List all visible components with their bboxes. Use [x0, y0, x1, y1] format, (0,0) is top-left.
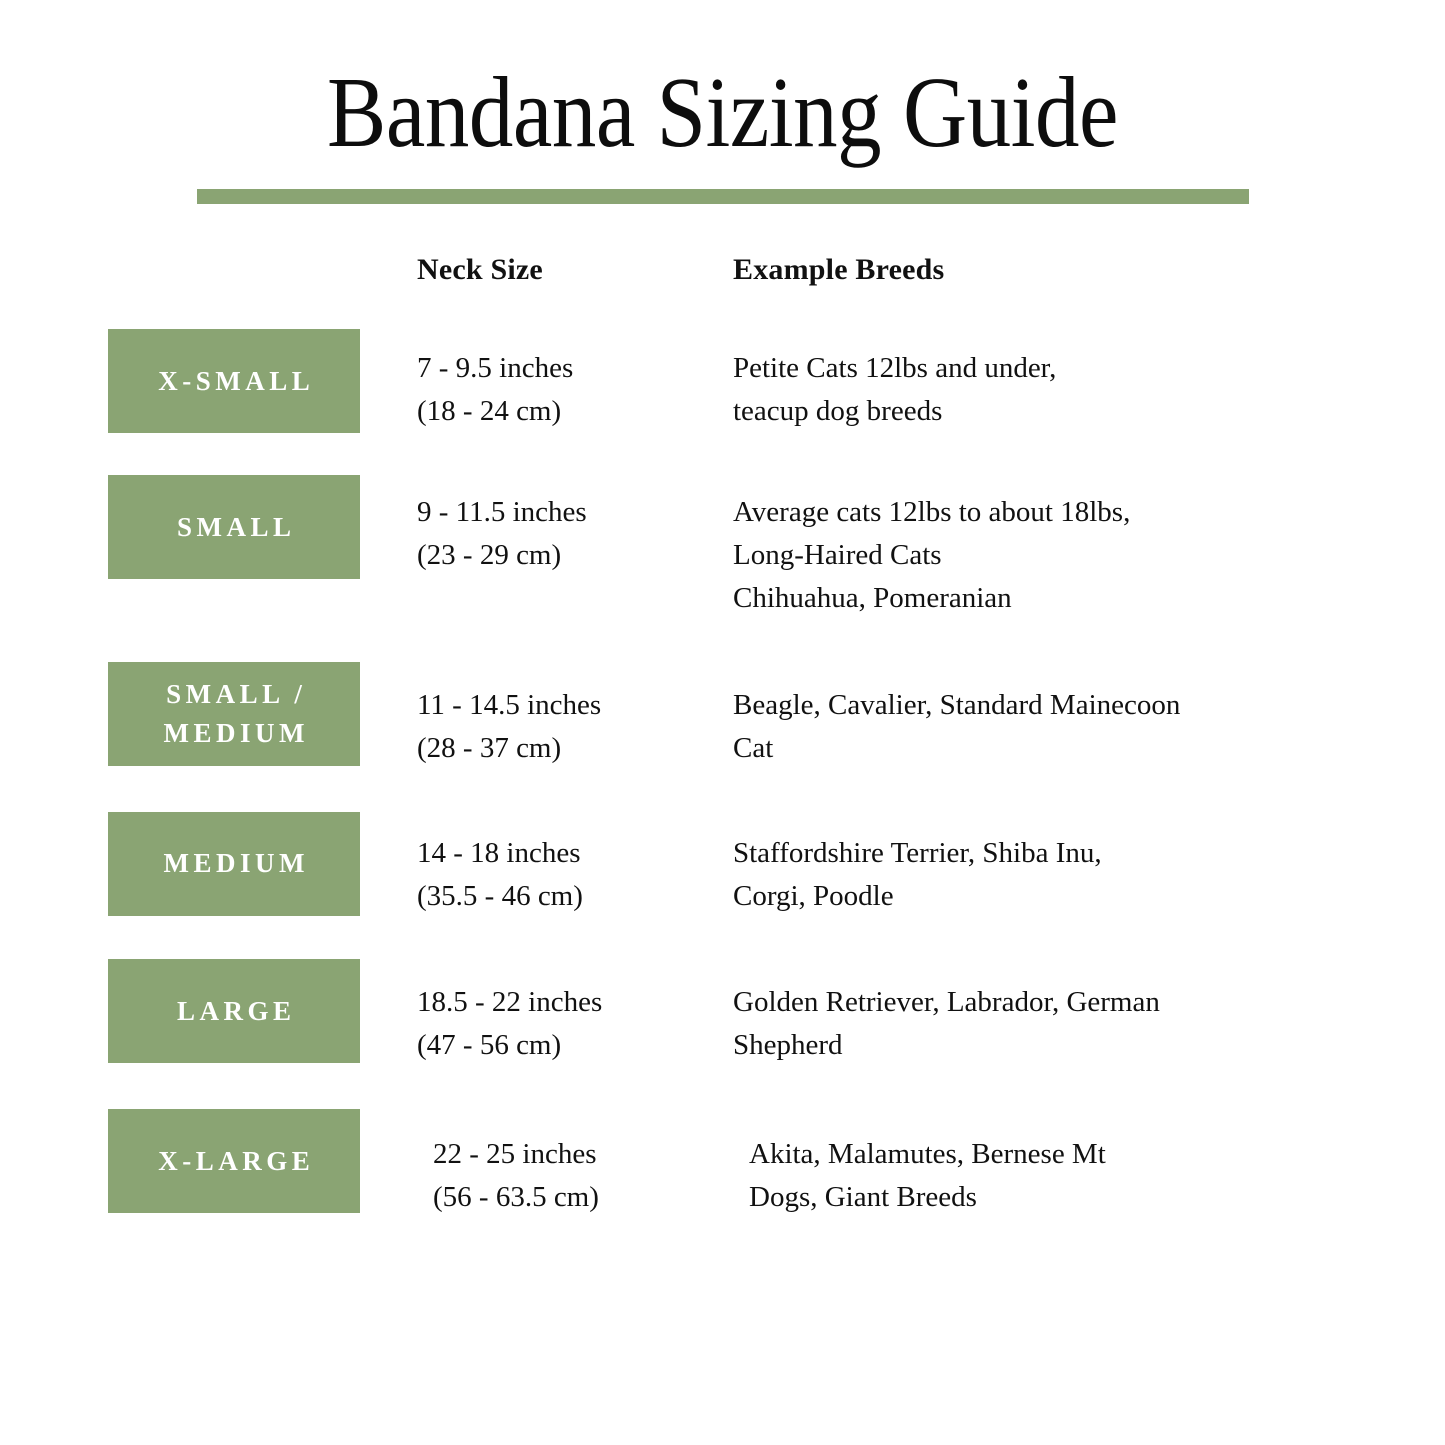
example-breeds-cell: [733, 812, 1385, 918]
table-row: [108, 812, 1385, 918]
sizing-table: [0, 241, 1445, 1219]
neck-size-line: 18.5 - 22 inches: [417, 986, 603, 1019]
example-breeds-line: Golden Retriever, Labrador, German: [733, 986, 1160, 1019]
example-breeds-line: Cat: [733, 731, 774, 764]
neck-size-text: [433, 1133, 749, 1219]
neck-size-line: (28 - 37 cm): [417, 731, 562, 764]
neck-size-column-header: [417, 253, 733, 287]
size-badge-small: [108, 475, 360, 579]
example-breeds-text: [733, 832, 1385, 918]
title-block: [0, 0, 1445, 204]
neck-size-cell: [417, 662, 733, 770]
example-breeds-line: Beagle, Cavalier, Standard Mainecoon: [733, 688, 1181, 721]
example-breeds-line: Staffordshire Terrier, Shiba Inu,: [733, 836, 1102, 869]
page-title: Bandana Sizing Guide: [327, 56, 1118, 168]
neck-size-line: 14 - 18 inches: [417, 836, 581, 869]
size-badge-cell: [108, 662, 417, 766]
example-breeds-line: Average cats 12lbs to about 18lbs,: [733, 496, 1131, 529]
example-breeds-cell: [733, 662, 1385, 770]
neck-size-cell: [417, 812, 733, 918]
size-badge-label-line: X-SMALL: [158, 365, 315, 396]
size-badge-label-line: SMALL /: [166, 679, 307, 710]
table-row: [108, 959, 1385, 1067]
example-breeds-cell: [749, 1109, 1385, 1219]
example-breeds-cell: [733, 475, 1385, 620]
neck-size-line: (56 - 63.5 cm): [433, 1181, 599, 1214]
example-breeds-line: Shepherd: [733, 1029, 843, 1062]
table-row: [108, 1109, 1385, 1219]
size-badge-label-line: MEDIUM: [163, 848, 309, 879]
table-row: [108, 662, 1385, 770]
neck-size-cell: [417, 959, 733, 1067]
example-breeds-cell: [733, 959, 1385, 1067]
neck-size-line: 22 - 25 inches: [433, 1138, 597, 1171]
size-badge-cell: [108, 329, 417, 433]
example-breeds-line: Corgi, Poodle: [733, 879, 894, 912]
neck-size-line: 11 - 14.5 inches: [417, 688, 602, 721]
example-breeds-line: Chihuahua, Pomeranian: [733, 581, 1012, 614]
neck-size-cell: [417, 1109, 749, 1219]
example-breeds-header-label: Example Breeds: [733, 253, 945, 287]
example-breeds-line: Long-Haired Cats: [733, 538, 942, 571]
example-breeds-cell: [733, 329, 1385, 433]
neck-size-text: [417, 832, 733, 918]
size-badge-small-medium: [108, 662, 360, 766]
size-badge-cell: [108, 959, 417, 1063]
example-breeds-text: [733, 684, 1385, 770]
size-badge-label-line: MEDIUM: [163, 717, 309, 748]
neck-size-text: [417, 347, 733, 433]
example-breeds-line: Akita, Malamutes, Bernese Mt: [749, 1138, 1106, 1171]
neck-size-cell: [417, 475, 733, 577]
neck-size-line: (35.5 - 46 cm): [417, 879, 583, 912]
size-badge-label-line: LARGE: [176, 996, 296, 1027]
neck-size-line: (47 - 56 cm): [417, 1029, 562, 1062]
size-badge-cell: [108, 812, 417, 916]
table-header-row: [108, 241, 1385, 287]
example-breeds-column-header: [733, 253, 1385, 287]
size-badge-label-line: SMALL: [176, 511, 296, 542]
example-breeds-text: [733, 491, 1385, 620]
neck-size-line: 9 - 11.5 inches: [417, 496, 587, 529]
title-underline-rule: [197, 189, 1249, 204]
size-badge-label-line: X-LARGE: [158, 1146, 315, 1177]
neck-size-text: [417, 684, 733, 770]
example-breeds-text: [733, 347, 1385, 433]
neck-size-header-label: Neck Size: [417, 253, 543, 287]
neck-size-cell: [417, 329, 733, 433]
example-breeds-line: Dogs, Giant Breeds: [749, 1181, 977, 1214]
size-badge-cell: [108, 475, 417, 579]
neck-size-line: (23 - 29 cm): [417, 538, 562, 571]
table-row: [108, 329, 1385, 433]
neck-size-line: 7 - 9.5 inches: [417, 352, 574, 385]
example-breeds-line: teacup dog breeds: [733, 394, 943, 427]
table-row: [108, 475, 1385, 620]
neck-size-text: [417, 981, 733, 1067]
size-badge-cell: [108, 1109, 417, 1213]
example-breeds-text: [749, 1133, 1385, 1219]
neck-size-line: (18 - 24 cm): [417, 394, 562, 427]
size-badge-x-small: [108, 329, 360, 433]
neck-size-text: [417, 491, 733, 577]
size-badge-medium: [108, 812, 360, 916]
example-breeds-text: [733, 981, 1385, 1067]
size-badge-x-large: [108, 1109, 360, 1213]
size-badge-large: [108, 959, 360, 1063]
example-breeds-line: Petite Cats 12lbs and under,: [733, 352, 1057, 385]
